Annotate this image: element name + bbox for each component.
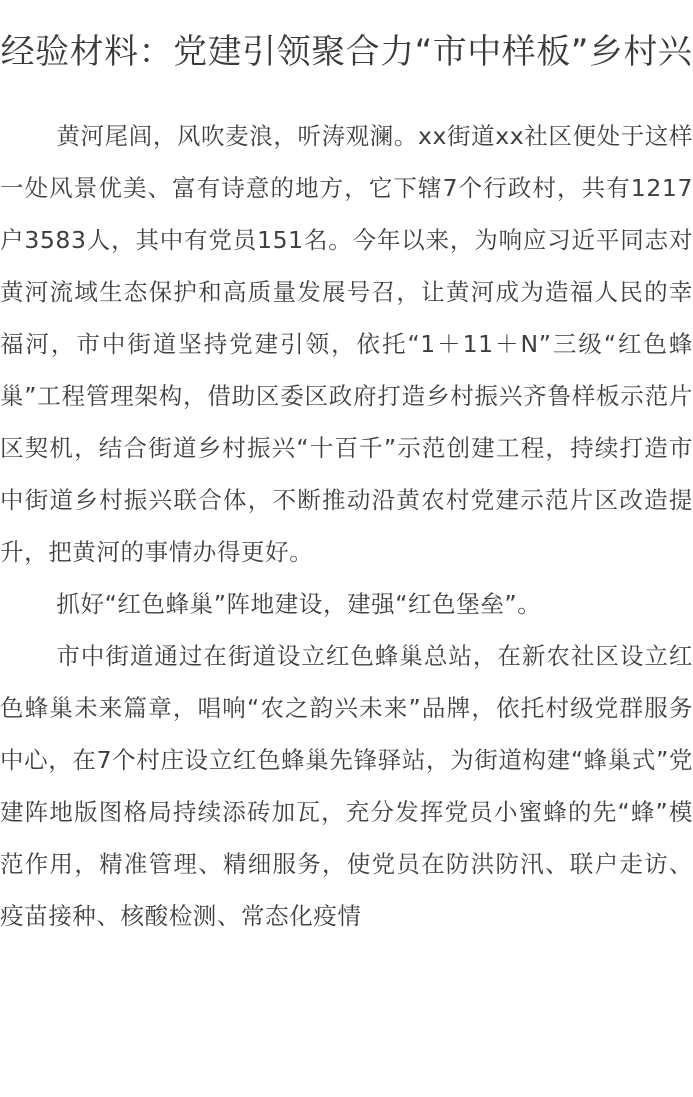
paragraph-detail: 市中街道通过在街道设立红色蜂巢总站，在新农社区设立红色蜂巢未来篇章，唱响“农之韵兴未来”品牌，依托村级党群服务中心，在7个村庄设立红色蜂巢先锋驿站，为街道构建“蜂巢式”党建阵地版图格局持续添砖加瓦，充分发挥党员小蜜蜂的先“蜂”模范作用，精准管理、精细服务，使党员在防洪防汛、联户走访、疫苗接种、核酸检测、常态化疫情: [0, 642, 693, 930]
paragraph-heading: 抓好“红色蜂巢”阵地建设，建强“红色堡垒”。: [56, 590, 542, 618]
article-title: 经验材料：党建引领聚合力“市中样板”乡村兴: [0, 32, 693, 72]
paragraph-intro: 黄河尾闾，风吹麦浪，听涛观澜。xx街道xx社区便处于这样一处风景优美、富有诗意的地方，它下辖7个行政村，共有1217户3583人，其中有党员151名。今年以来，为响应习近平同志对黄河流域生态保护和高质量发展号召，让黄河成为造福人民的幸福河，市中街道坚持党建引领，依托“1＋11＋N”三级“红色蜂巢”工程管理架构，借助区委区政府打造乡村振兴齐鲁样板示范片区契机，结合街道乡村振兴“十百千”示范创建工程，持续打造市中街道乡村振兴联合体，不断推动沿黄农村党建示范片区改造提升，把黄河的事情办得更好。: [0, 122, 693, 566]
article-body: [0, 110, 693, 942]
